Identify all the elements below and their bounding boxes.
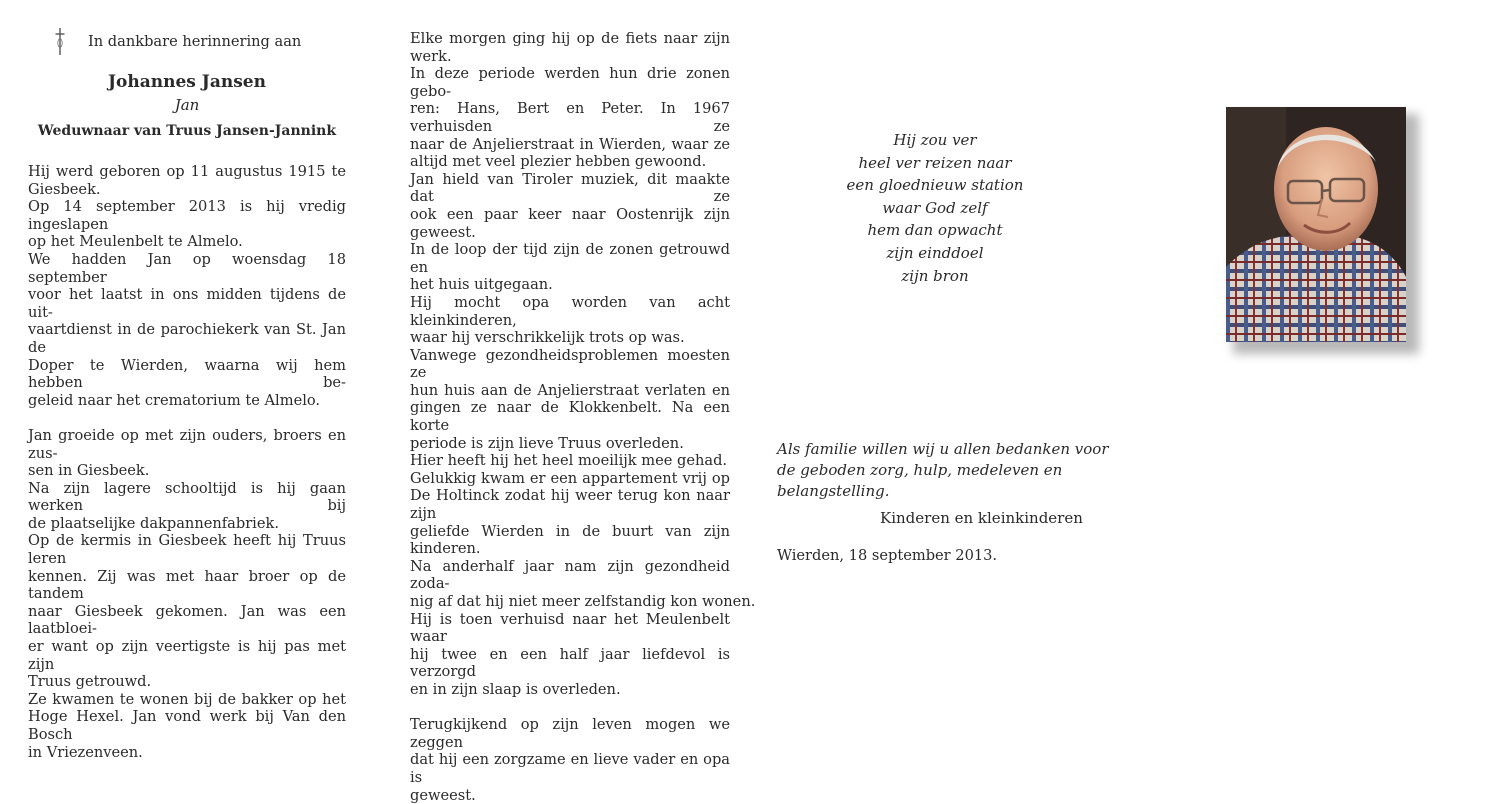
biography-2-line: werk. [410,47,452,65]
biography-1-line: Hij werd geboren op 11 augustus 1915 te [28,163,346,180]
biography-2-line: naar de Anjelierstraat in Wierden, waar ze [410,135,730,153]
biography-2-line: Jan hield van Tiroler muziek, dit maakte dat ze [410,170,730,206]
biography-2-line: geliefde Wierden in de buurt van zijn [410,522,730,540]
biography-2-line: en in zijn slaap is overleden. [410,680,621,698]
biography-1-line: Doper te Wierden, waarna wij hem hebben be- [28,356,346,392]
signature-line: Kinderen en kleinkinderen [880,509,1083,527]
poem-line: zijn einddoel [886,243,984,262]
biography-2-line: gingen ze naar de Klokkenbelt. Na een korte [410,399,730,435]
biography-2-line: kinderen. [410,540,481,558]
biography-1-line: Ze kwamen te wonen bij de bakker op het [28,690,346,708]
poem [820,129,1050,287]
biography-2-line: het huis uitgegaan. [410,276,553,294]
biography-2-line: altijd met veel plezier hebben gewoond. [410,153,707,171]
thanks-line: de geboden zorg, hulp, medeleven en [777,461,1063,479]
widower-line: Weduwnaar van Truus Jansen-Jannink [37,123,337,139]
biography-1-line: geleid naar het crematorium te Almelo. [28,391,321,409]
biography-text-1 [28,163,346,761]
poem-line: hem dan opwacht [867,221,1003,240]
biography-2-line: hij twee en een half jaar liefdevol is verzorgd [410,645,730,681]
biography-2-line: Gelukkig kwam er een appartement vrij op [410,469,730,487]
biography-2-line: Na anderhalf jaar nam zijn gezondheid zoda- [410,557,730,593]
biography-1-line: Op de kermis in Giesbeek heeft hij Truus leren [28,532,346,568]
portrait-illustration [1226,107,1406,342]
biography-2-line: hun huis aan de Anjelierstraat verlaten en [410,381,730,399]
biography-2-line: nig af dat hij niet meer zelfstandig kon wonen. [410,593,756,610]
biography-1-line: er want op zijn veertigste is hij pas met zijn [28,638,346,673]
deceased-nickname: Jan [174,96,200,114]
deceased-name: Johannes Jansen [108,72,266,92]
biography-1-line: in Vriezenveen. [28,743,143,761]
poem-line: Hij zou ver [893,131,977,149]
place-date: Wierden, 18 september 2013. [777,547,998,564]
thanks-message [777,439,1109,502]
biography-1-line: vaartdienst in de parochiekerk van St. Jan de [28,321,346,356]
biography-2-line: periode is zijn lieve Truus overleden. [410,434,684,452]
thanks-line: belangstelling. [777,482,890,500]
biography-2-line: Elke morgen ging hij op de fiets naar zijn [410,30,730,47]
biography-2-line: waar hij verschrikkelijk trots op was. [410,329,685,347]
biography-2-line: geweest. [410,223,476,241]
biography-2-line: ook een paar keer naar Oostenrijk zijn [410,205,730,223]
biography-column-2 [410,30,756,804]
intro-text: In dankbare herinnering aan [88,33,302,50]
biography-1-line: We hadden Jan op woensdag 18 september [28,250,346,286]
biography-2-line: Terugkijkend op zijn leven mogen we zeggen [410,716,730,751]
biography-2-line: Vanwege gezondheidsproblemen moesten ze [410,346,730,382]
biography-1-line: kennen. Zij was met haar broer op de tandem [28,567,346,603]
portrait-photo [1226,107,1406,342]
biography-2-line: In deze periode werden hun drie zonen gebo- [410,65,730,100]
biography-1-line: Jan groeide op met zijn ouders, broers en zus- [28,426,346,462]
biography-1-line: Op 14 september 2013 is hij vredig ingeslapen [28,198,346,233]
biography-1-line: Giesbeek. [28,180,101,198]
biography-1-line: de plaatselijke dakpannenfabriek. [28,514,279,532]
poem-line: heel ver reizen naar [858,153,1012,172]
thanks-line: Als familie willen wij u allen bedanken voor [777,440,1109,458]
biography-2-line: geweest. [410,786,476,804]
poem-line: zijn bron [901,266,969,285]
biography-1-line: voor het laatst in ons midden tijdens de uit- [28,286,346,321]
biography-1-line: Hoge Hexel. Jan vond werk bij Van den Bosch [28,708,346,743]
poem-line: een gloednieuw station [846,176,1024,195]
biography-2-line: ren: Hans, Bert en Peter. In 1967 verhuisden ze [410,100,730,135]
biography-1-line: naar Giesbeek gekomen. Jan was een laatbloei- [28,602,346,638]
biography-2-line: In de loop der tijd zijn de zonen getrouwd en [410,241,730,276]
biography-2-line: dat hij een zorgzame en lieve vader en opa is [410,751,730,786]
biography-1-line: op het Meulenbelt te Almelo. [28,233,243,251]
biography-text-2 [410,30,756,804]
biography-2-line: De Holtinck zodat hij weer terug kon naar zijn [410,487,730,523]
biography-2-spacer [410,699,730,717]
biography-1-line: Truus getrouwd. [28,673,152,691]
biography-2-line: Hij mocht opa worden van acht kleinkinderen, [410,293,730,329]
cross-icon [53,26,67,56]
biography-1-line: sen in Giesbeek. [28,462,150,480]
poem-line: waar God zelf [882,198,988,217]
biography-2-line: Hij is toen verhuisd naar het Meulenbelt waar [410,610,730,646]
biography-1-line: Na zijn lagere schooltijd is hij gaan werken bij [28,479,346,515]
biography-1-spacer [28,409,346,427]
biography-2-line: Hier heeft hij het heel moeilijk mee gehad. [410,452,728,470]
